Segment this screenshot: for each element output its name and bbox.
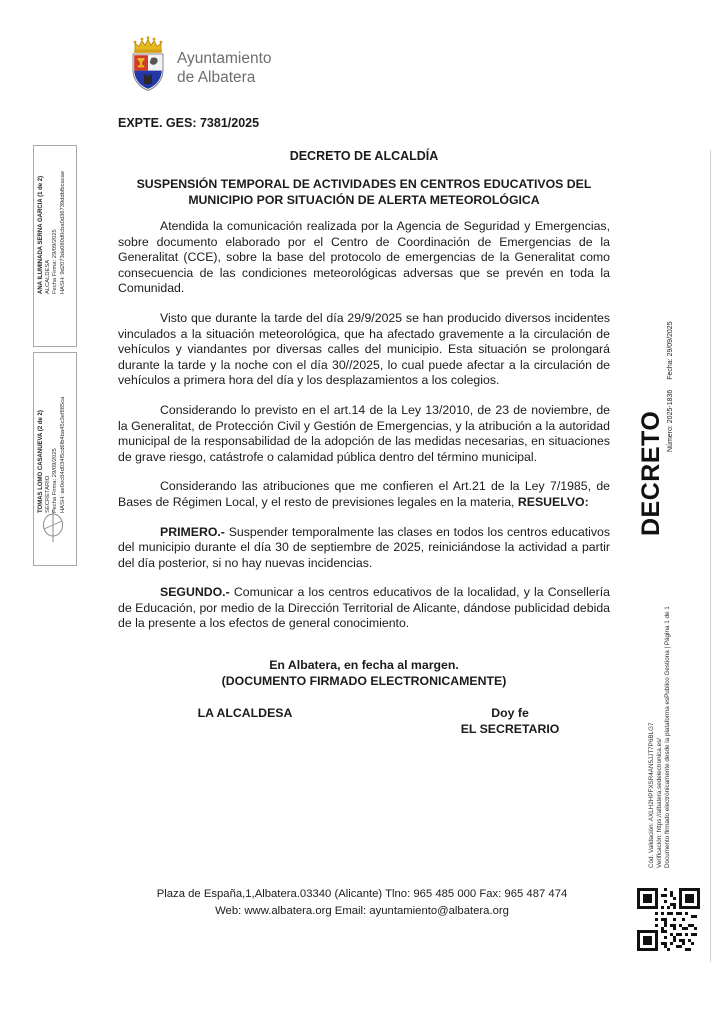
paragraph-3: Considerando lo previsto en el art.14 de la Ley 13/2010, de 23 de noviembre, de la Generalitat, de Protección Civil y Gestión de Emergencias, y la atribución a la autoridad municipal de la responsabilidad de la adopción de las medidas necesarias, en situaciones de grave riesgo, catástrofe o calamidad pública dentro del término municipal. <box>118 402 610 464</box>
margin-numero: Número: 2025-1836 <box>667 389 674 452</box>
stamp1-role: ALCALDESA <box>45 259 52 294</box>
margin-decreto-label: DECRETO <box>637 410 665 536</box>
signer-role-left: LA ALCALDESA <box>197 706 293 720</box>
qr-code-icon <box>637 888 700 956</box>
doc-subtitle: SUSPENSIÓN TEMPORAL DE ACTIVIDADES EN CENTROS EDUCATIVOS DEL MUNICIPIO POR SITUACIÓN DE ALERTA METEOROLÓGICA <box>136 177 592 207</box>
stamp2-role: SECRETARIO <box>45 475 52 513</box>
document-body <box>118 219 610 646</box>
margin-decreto-block <box>637 321 700 600</box>
margin-fecha: Fecha: 29/09/2025 <box>667 321 674 380</box>
paragraph-1: Atendida la comunicación realizada por la Agencia de Seguridad y Emergencias, sobre documento elaborado por el Centro de Coordinación de Emergencias de la Generalitat (CCE), sobre la base del protocolo de emergencias de la Generalitat como consecuencia de las condiciones meteorológicas adversas que se prevén en toda la Comunidad. <box>118 219 610 296</box>
page-edge-line <box>710 150 711 962</box>
municipal-crest-icon <box>127 36 169 99</box>
stamp2-name: TOMAS LOMO CASANUEVA (2 de 2) <box>38 410 44 513</box>
signature-place-line: En Albatera, en fecha al margen. <box>269 658 459 672</box>
stamp2-hash: HASH: ae0ec84d034f5cd6fb4ba45c3ef885ca <box>59 396 66 513</box>
validation-code: Cód. Validación: AXLH2HPFXSR4AN5JJT7P6BLG7 <box>648 722 655 868</box>
secretario-line: EL SECRETARIO <box>460 721 560 736</box>
org-name <box>177 49 272 87</box>
platform-line: Documento firmado electrónicamente desde la plataforma esPublico Gestiona | Página 1 de 1 <box>664 606 671 868</box>
signer-role-right <box>410 706 610 737</box>
doc-title: DECRETO DE ALCALDÍA <box>289 149 439 163</box>
stamp2-date: Fecha Firma: 29/09/2025 <box>52 448 59 513</box>
margin-validation-block <box>648 586 678 868</box>
margin-decreto-meta <box>667 321 674 600</box>
footer-address: Plaza de España,1,Albatera.03340 (Alicante) Tlno: 965 485 000 Fax: 965 487 474 <box>156 888 568 900</box>
seal-icon <box>39 505 67 550</box>
paragraph-4: Considerando las atribuciones que me confieren el Art.21 de la Ley 7/1985, de Bases de Régimen Local, y el resto de previsiones legales en la materia, RESUELVO: <box>118 479 610 509</box>
paragraph-5: PRIMERO.- Suspender temporalmente las clases en todos los centros educativos del municipio durante el día 30 de septiembre de 2025, reiniciándose la actividad a partir del día posterior, si no hay nuevas incidencias. <box>118 524 610 570</box>
paragraph-6: SEGUNDO.- Comunicar a los centros educativos de la localidad, y la Consellería de Educación, por medio de la Dirección Territorial de Alicante, dándose publicidad debida de la presente a los efectos de general conocimiento. <box>118 585 610 631</box>
stamp1-date: Fecha Firma: 29/09/2025 <box>52 229 59 294</box>
verification-url: Verificación: https://albatera.sedelectronica.es/ <box>656 738 663 868</box>
org-name-line1: Ayuntamiento <box>177 50 272 67</box>
signature-stamp-box-2 <box>33 352 77 566</box>
stamp1-hash: HASH: 9d2073da080d0cba0d36739ddbfbcacae <box>59 170 66 294</box>
signature-electronic-line: (DOCUMENTO FIRMADO ELECTRONICAMENTE) <box>221 673 507 688</box>
footer-web: Web: www.albatera.org Email: ayuntamiento@albatera.org <box>215 905 509 917</box>
paragraph-2: Visto que durante la tarde del día 29/9/2025 se han producido diversos incidentes vinculados a la situación meteorológica, que ha afectado gravemente a la circulación de vehículos y viandantes por diversas calles del municipio. Esta situación se prolongará durante la tarde y la noche con el día 30//2025, lo cual puede afectar a la circulación de vehículos a primera hora del día y los desplazamientos a los colegios. <box>118 310 610 388</box>
page-footer <box>100 886 624 920</box>
org-name-line2: de Albatera <box>177 69 256 86</box>
expte-number: EXPTE. GES: 7381/2025 <box>118 116 260 130</box>
signature-block <box>118 658 610 689</box>
doy-fe-line: Doy fe <box>491 706 529 720</box>
stamp1-name: ANA ILUMINADA SERNA GARCIA (1 de 2) <box>38 175 44 294</box>
